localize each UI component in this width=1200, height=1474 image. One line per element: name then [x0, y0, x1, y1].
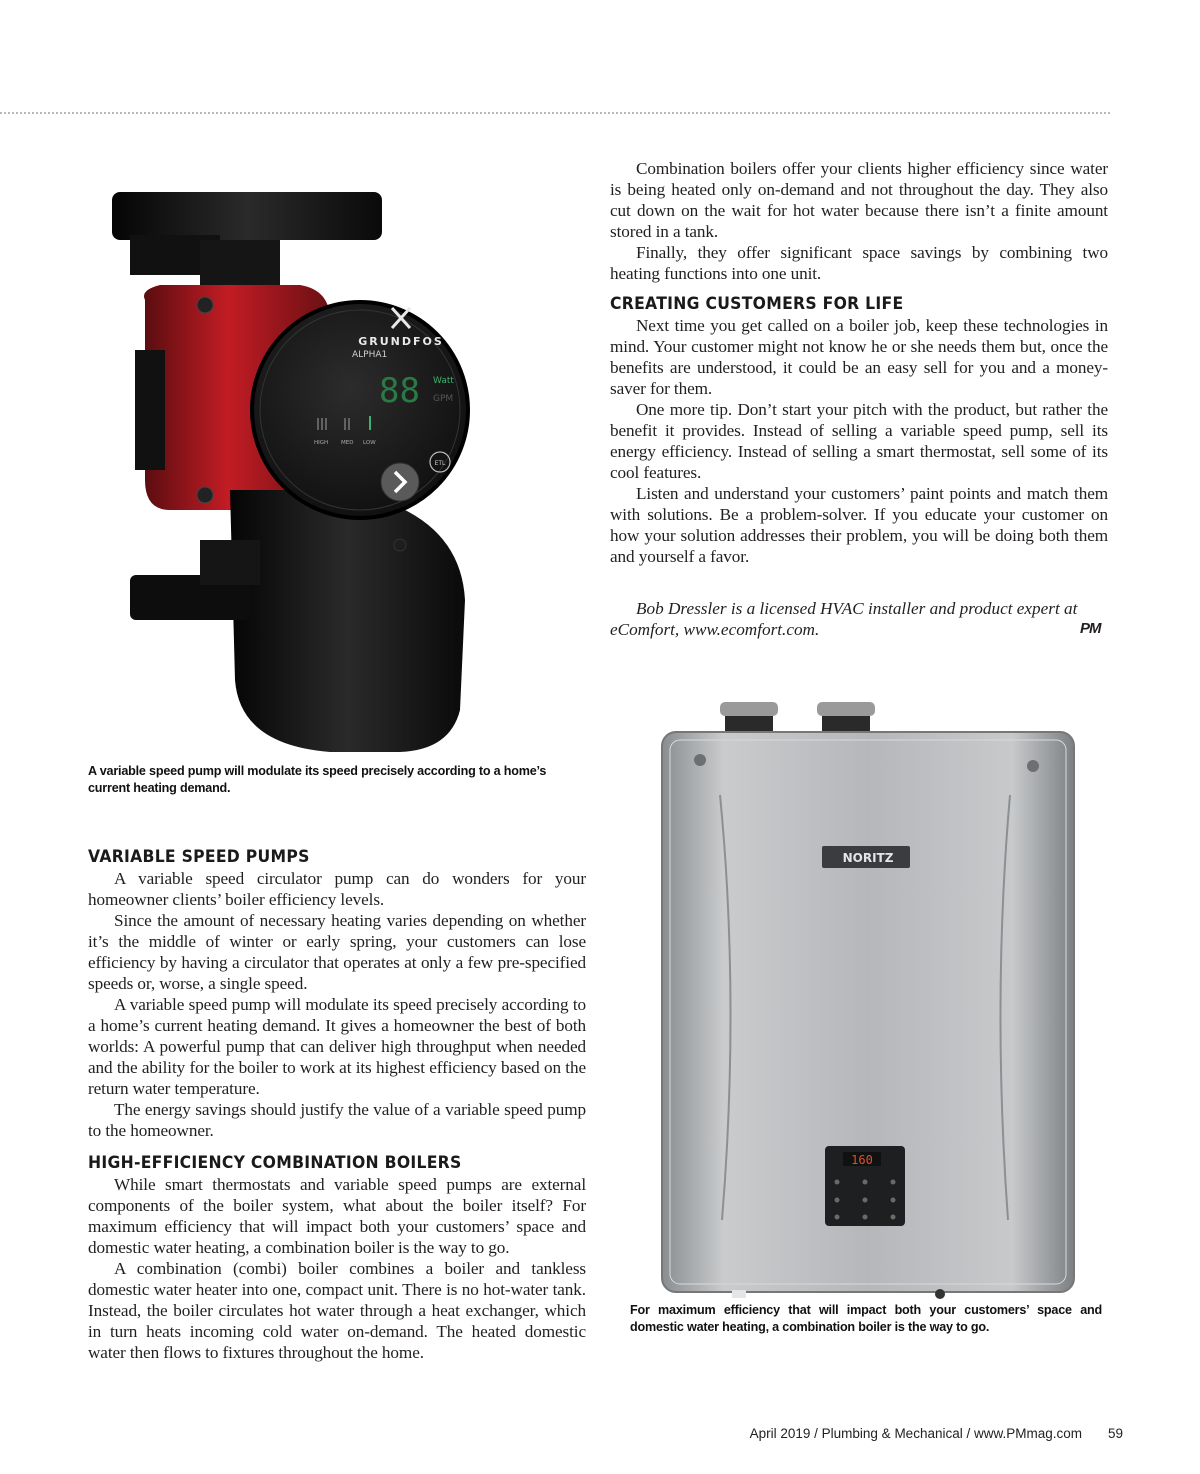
pump-speed-med: MED: [341, 440, 354, 446]
noritz-boiler-illustration: [650, 700, 1090, 1300]
pump-speed-low: LOW: [363, 440, 376, 446]
pump-caption: A variable speed pump will modulate its speed precisely according to a home’s current heating demand.: [88, 764, 547, 795]
right-column: [610, 158, 1108, 567]
creating-paragraph-1: Next time you get called on a boiler job, keep these technologies in mind. Your customer might not know he or she needs them but, once the benefits are understood, it could be an easy sell for you and a money-saver for them.: [610, 316, 1108, 398]
combi-paragraph-1: While smart thermostats and variable speed pumps are external components of the boiler system, what about the boiler itself? For maximum efficiency that will impact both your customers’ space and domestic water heating, a combination boiler is the way to go.: [88, 1175, 586, 1257]
pump-model: ALPHA1: [352, 350, 388, 360]
intro-paragraph-1: Combination boilers offer your clients higher efficiency since water is being heated only on-demand and not throughout the day. They also cut down on the wait for hot water because there isn’t a finite amount stored in a tank.: [610, 159, 1108, 241]
heading-variable-speed-pumps: VARIABLE SPEED PUMPS: [88, 847, 310, 867]
boiler-brand: NORITZ: [842, 851, 894, 865]
grundfos-pump-illustration: [100, 180, 500, 760]
boiler-display: 160: [851, 1153, 873, 1167]
byline-text: Bob Dressler is a licensed HVAC installer and product expert at eComfort, www.ecomfort.com.: [610, 599, 1078, 639]
pump-unit-gpm: GPM: [433, 394, 454, 404]
pump-unit-watt: Watt: [433, 376, 454, 386]
intro-paragraph-2: Finally, they offer significant space savings by combining two heating functions into one unit.: [610, 243, 1108, 283]
combi-paragraph-2: A combination (combi) boiler combines a boiler and tankless domestic water heater into one, compact unit. There is no hot-water tank. Instead, the boiler circulates hot water through a heat exchanger, which in turn heats incoming cold water on-demand. The heated domestic water then flows to fixtures throughout the home.: [88, 1259, 586, 1362]
variable-paragraph-2: Since the amount of necessary heating varies depending on whether it’s the middle of winter or early spring, your customers can lose efficiency by having a circulator that operates at only a few pre-specified speeds or, worse, a single speed.: [88, 911, 586, 993]
pump-brand: GRUNDFOS: [358, 335, 444, 348]
creating-paragraph-3: Listen and understand your customers’ paint points and match them with solutions. Be a problem-solver. If you educate your customer on how your solution addresses their problem, you will be doing both them and yourself a favor.: [610, 484, 1108, 566]
boiler-caption: For maximum efficiency that will impact both your customers’ space and domestic water heating, a combination boiler is the way to go.: [630, 1303, 1102, 1334]
heading-creating-customers: CREATING CUSTOMERS FOR LIFE: [610, 294, 904, 314]
variable-paragraph-3: A variable speed pump will modulate its speed precisely according to a home’s current heating demand. It gives a homeowner the best of both worlds: A powerful pump that can deliver high throughput when needed and the ability for the boiler to work at its highest efficiency based on the return water temperature.: [88, 995, 586, 1098]
author-byline: [610, 598, 1108, 640]
pm-end-mark: PM: [1080, 620, 1101, 637]
boiler-image: [650, 700, 1090, 1300]
pump-cert-mark: ETL: [434, 460, 446, 467]
footer-publication: April 2019 / Plumbing & Mechanical / www.PMmag.com: [749, 1426, 1082, 1441]
creating-paragraph-2: One more tip. Don’t start your pitch with the product, but rather the benefit it provides. Instead of selling a variable speed pump, sell its energy efficiency. Instead of selling a smart thermostat, sell some of its cool features.: [610, 400, 1108, 482]
left-column: [88, 846, 586, 1363]
page-number: 59: [1108, 1426, 1124, 1441]
heading-combination-boilers: HIGH-EFFICIENCY COMBINATION BOILERS: [88, 1153, 462, 1173]
top-dotted-rule: [0, 112, 1110, 114]
pump-speed-high: HIGH: [314, 440, 329, 446]
pump-image: [100, 180, 500, 760]
variable-paragraph-4: The energy savings should justify the value of a variable speed pump to the homeowner.: [88, 1100, 586, 1140]
pump-display: 88: [379, 371, 420, 411]
variable-paragraph-1: A variable speed circulator pump can do wonders for your homeowner clients’ boiler efficiency levels.: [88, 869, 586, 909]
